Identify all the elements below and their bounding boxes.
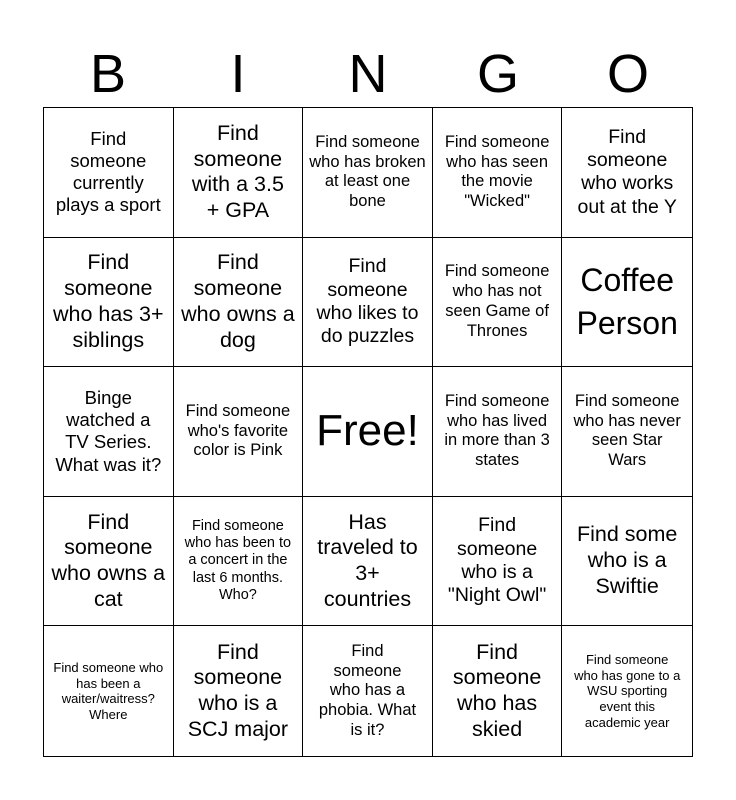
cell-text: Find someone who has seen the movie "Wicked" [444, 132, 550, 211]
bingo-header [43, 40, 693, 108]
header-letter-b: B [89, 44, 127, 104]
bingo-cell[interactable] [303, 238, 433, 368]
cell-text: Coffee Person [576, 261, 678, 341]
bingo-cell[interactable] [562, 497, 692, 627]
bingo-cell[interactable] [44, 497, 174, 627]
bingo-cell[interactable] [44, 626, 174, 756]
cell-text: Find someone who has broken at least one bone [309, 132, 426, 211]
free-space[interactable] [303, 367, 433, 497]
bingo-cell[interactable] [433, 626, 563, 756]
bingo-cell[interactable] [562, 626, 692, 756]
cell-text: Find someone currently plays a sport [55, 127, 161, 216]
bingo-cell[interactable] [562, 367, 692, 497]
header-letter-o: O [606, 44, 649, 104]
bingo-cell[interactable] [174, 367, 304, 497]
bingo-cell[interactable] [562, 108, 692, 238]
bingo-cell[interactable] [433, 367, 563, 497]
bingo-cell[interactable] [44, 238, 174, 368]
cell-text: Binge watched a TV Series. What was it? [55, 387, 162, 475]
bingo-board [43, 107, 693, 757]
bingo-cell[interactable] [433, 497, 563, 627]
cell-text: Find someone who likes to do puzzles [316, 255, 419, 348]
cell-text: Find someone who's favorite color is Pink [185, 401, 291, 460]
bingo-cell[interactable] [303, 626, 433, 756]
cell-text: Find someone who has skied [452, 639, 542, 741]
bingo-cell[interactable] [433, 238, 563, 368]
cell-text: Find someone who has lived in more than 3 states [444, 391, 550, 470]
bingo-cell[interactable] [174, 238, 304, 368]
bingo-cell[interactable] [303, 497, 433, 627]
header-letter-g: G [476, 44, 519, 104]
cell-text: Find someone who has been to a concert in the last 6 months. Who? [184, 517, 292, 604]
bingo-cell[interactable] [562, 238, 692, 368]
header-letter-i: I [230, 44, 246, 104]
cell-text: Free! [316, 406, 419, 456]
header-letter-n: N [348, 44, 388, 104]
cell-text: Find someone who has been a waiter/waitress? Where [53, 660, 164, 722]
bingo-cell[interactable] [174, 626, 304, 756]
cell-text: Find someone who owns a cat [51, 509, 166, 611]
bingo-cell[interactable] [44, 108, 174, 238]
cell-text: Find someone who has a phobia. What is it? [318, 641, 417, 739]
cell-text: Find someone who is a "Night Owl" [447, 514, 547, 607]
cell-text: Has traveled to 3+ countries [317, 509, 418, 611]
cell-text: Find someone who has never seen Star Wars [573, 391, 681, 470]
bingo-cell[interactable] [433, 108, 563, 238]
bingo-cell[interactable] [44, 367, 174, 497]
bingo-cell[interactable] [174, 497, 304, 627]
cell-text: Find someone who has 3+ siblings [53, 250, 164, 352]
cell-text: Find someone with a 3.5 + GPA [191, 120, 284, 223]
cell-text: Find someone who has not seen Game of Thrones [444, 262, 550, 340]
bingo-cell[interactable] [174, 108, 304, 238]
cell-text: Find some who is a Swiftie [577, 522, 678, 598]
cell-text: Find someone who owns a dog [181, 250, 295, 352]
bingo-cell[interactable] [303, 108, 433, 238]
cell-text: Find someone who works out at the Y [577, 125, 677, 218]
cell-text: Find someone who has gone to a WSU sporting event this academic year [574, 652, 681, 730]
cell-text: Find someone who is a SCJ major [187, 639, 289, 741]
